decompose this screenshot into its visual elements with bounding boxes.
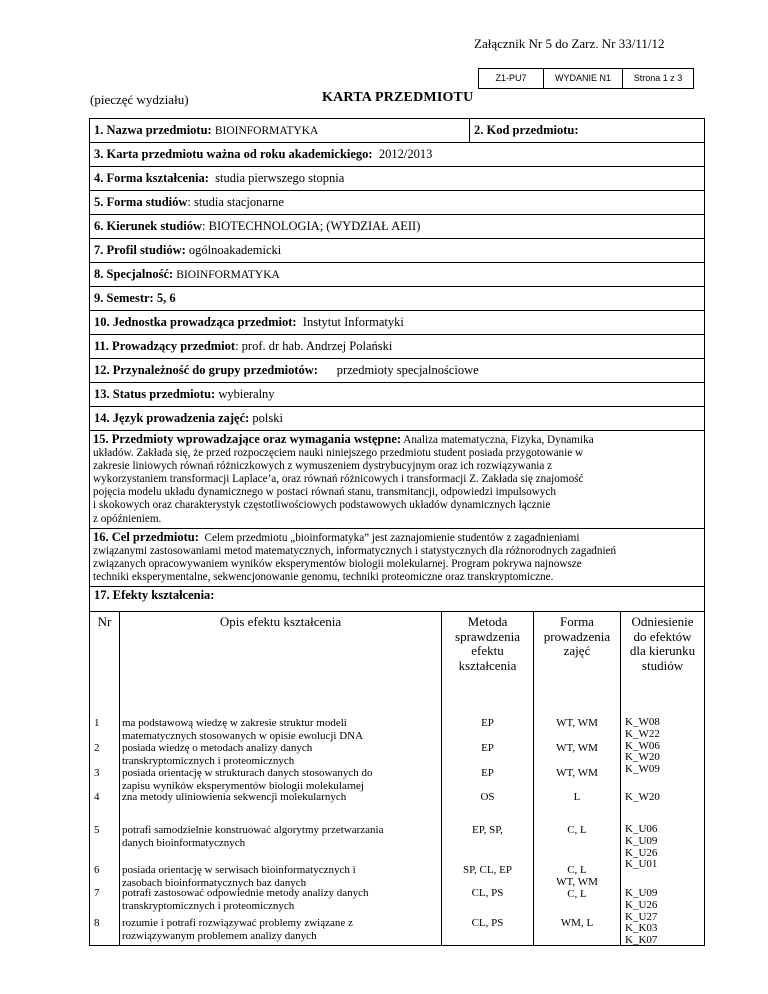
row-specialization (90, 263, 704, 287)
outcome-method: EP (481, 717, 494, 730)
specialization-label: 8. Specjalność: (94, 267, 174, 281)
prerequisites-line-5: i skokowych oraz charakterystyk częstotliwościowych podstawowych układów dynamicznych łącznie (93, 499, 551, 512)
col-header-reference: Odniesienie do efektów dla kierunku studiów (629, 614, 696, 673)
form-code: Z1-PU7 (479, 69, 544, 88)
annex-reference: Załącznik Nr 5 do Zarz. Nr 33/11/12 (474, 36, 665, 51)
outcome-references: K_U09 K_U26 K_U27 K_K03 K_K07 (625, 887, 658, 947)
outcome-nr: 1 (94, 717, 100, 730)
outcome-form: L (573, 791, 581, 804)
prerequisites-line-3: wykorzystaniem transformacji Laplace’a, oraz równań różnicowych i transformacji Z. Zakłada się znajomość (93, 473, 584, 486)
prerequisites-line-0: Analiza matematyczna, Fizyka, Dynamika (403, 434, 594, 446)
study-form-value: : studia stacjonarne (187, 195, 284, 209)
outcome-description: rozumie i potrafi rozwiązywać problemy związane z rozwiązywanym problemem analizy danych (122, 917, 353, 942)
row-academic-year (90, 143, 704, 167)
col-header-nr: Nr (97, 614, 112, 630)
outcome-form: WT, WM (556, 876, 598, 889)
col-header-method: Metoda sprawdzenia efektu kształcenia (455, 614, 520, 673)
outcome-description: ma podstawową wiedzę w zakresie struktur modeli matematycznych stosowanych w opisie ewolucji DNA (122, 717, 364, 742)
outcome-references: K_W08 K_W22 K_W06 K_W20 K_W09 (625, 716, 660, 776)
prerequisites-line-6: z opóźnieniem. (93, 512, 162, 525)
outcome-description: posiada orientację w strukturach danych stosowanych do zapisu wyników eksperymentów biologii molekularnej (122, 767, 373, 792)
academic-year-value: 2012/2013 (378, 147, 433, 161)
course-goal-line-3: techniki eksperymentalne, sekwencjonowanie genomu, techniki proteomiczne oraz transkryptomiczne. (93, 570, 554, 583)
outcome-form: WT, WM (556, 717, 598, 730)
outcome-form: C, L (567, 888, 587, 901)
row-course-status (90, 383, 704, 407)
outcome-method: EP (481, 742, 494, 755)
outcome-form: C, L (567, 864, 587, 877)
outcome-method: OS (480, 791, 495, 804)
course-status-label: 13. Status przedmiotu: (94, 387, 216, 401)
course-group-label: 12. Przynależność do grupy przedmiotów: (94, 363, 318, 377)
outcome-form: WT, WM (556, 742, 598, 755)
outcome-form: WT, WM (556, 767, 598, 780)
outcome-nr: 3 (94, 767, 100, 780)
outcome-nr: 7 (94, 887, 100, 900)
education-form-label: 4. Forma kształcenia: (94, 171, 209, 185)
row-study-profile (90, 239, 704, 263)
lecturer-value: : prof. dr hab. Andrzej Polański (235, 339, 393, 353)
outcome-description: potrafi samodzielnie konstruować algorytmy przetwarzania danych bioinformatycznych (122, 824, 384, 849)
outcome-nr: 5 (94, 824, 100, 837)
row-semester (90, 287, 704, 311)
course-name-label: 1. Nazwa przedmiotu: (94, 123, 215, 137)
row-course-group (90, 359, 704, 383)
faculty-seal-label: (pieczęć wydziału) (90, 92, 189, 107)
outcome-form: WM, L (560, 917, 594, 930)
row-education-form (90, 167, 704, 191)
prerequisites-line-4: pojęcia modelu układu dynamicznego w postaci równań stanu, transmitancji, odpowiedzi impulsowych (93, 486, 556, 499)
row-language (90, 407, 704, 431)
outcome-references: K_W20 (625, 791, 660, 804)
row-study-form (90, 191, 704, 215)
outcome-method: SP, CL, EP (463, 864, 512, 877)
academic-year-label: 3. Karta przedmiotu ważna od roku akademickiego: (94, 147, 373, 161)
language-value: polski (252, 411, 283, 425)
document-codes (478, 68, 694, 89)
course-code-label: 2. Kod przedmiotu: (474, 123, 579, 137)
outcome-references: K_U06 K_U09 K_U26 K_U01 (625, 823, 658, 871)
language-label: 14. Język prowadzenia zajęć: (94, 411, 250, 425)
row-field-of-study (90, 215, 704, 239)
prerequisites-line-1: układów. Zakłada się, że przed rozpoczęciem nauki niniejszego przedmiotu student posiada przygotowanie w (93, 447, 584, 460)
prerequisites-label: 15. Przedmioty wprowadzające oraz wymagania wstępne: (93, 432, 402, 446)
outcome-method: CL, PS (471, 917, 504, 930)
outcome-description: zna metody uliniowienia sekwencji molekularnych (122, 791, 347, 804)
specialization-value: BIOINFORMATYKA (176, 269, 280, 281)
course-group-value: przedmioty specjalnościowe (336, 363, 479, 377)
field-of-study-label: 6. Kierunek studiów (94, 219, 203, 233)
course-goal-line-2: związanych opracowywaniem wyników eksperymentów biologii molekularnej. Program pokrywa najnowsze (93, 557, 582, 570)
outcome-method: EP, SP, (472, 824, 503, 837)
learning-outcomes-label: 17. Efekty kształcenia: (94, 588, 215, 603)
course-card-table (89, 118, 705, 946)
row-lecturer (90, 335, 704, 359)
page-number: Strona 1 z 3 (633, 73, 683, 83)
col-header-description: Opis efektu kształcenia (219, 614, 342, 630)
document-title: KARTA PRZEDMIOTU (322, 90, 474, 105)
outcomes-header-divider (90, 611, 704, 612)
course-name-value: BIOINFORMATYKA (214, 125, 319, 137)
study-profile-label: 7. Profil studiów: (94, 243, 186, 257)
outcome-description: potrafi zastosować odpowiednie metody analizy danych transkryptomicznych i proteomicznych (122, 887, 369, 912)
outcome-nr: 6 (94, 864, 100, 877)
row-unit (90, 311, 704, 335)
outcome-nr: 2 (94, 742, 100, 755)
education-form-value: studia pierwszego stopnia (215, 171, 345, 185)
field-of-study-value: : BIOTECHNOLOGIA; (WYDZIAŁ AEII) (202, 219, 421, 233)
course-goal-label: 16. Cel przedmiotu: (93, 529, 199, 544)
unit-label: 10. Jednostka prowadząca przedmiot: (94, 315, 297, 329)
lecturer-label: 11. Prowadzący przedmiot (94, 339, 236, 353)
col-header-form: Forma prowadzenia zajęć (543, 614, 611, 659)
outcome-nr: 8 (94, 917, 100, 930)
course-goal-line-1: związanymi zastosowaniami metod matematycznych, informatycznych i statystycznych dla różnorodnych zagadnień (93, 544, 617, 557)
learning-outcomes-table (90, 587, 704, 945)
study-profile-value: ogólnoakademicki (188, 243, 282, 257)
col-divider-nr (119, 611, 120, 945)
course-goal-line-0: Celem przedmiotu „bioinformatyka” jest zaznajomienie studentów z zagadnieniami (204, 531, 580, 544)
course-status-value: wybieralny (218, 387, 275, 401)
row-prerequisites (90, 431, 704, 529)
prerequisites-line-2: zakresie liniowych równań różniczkowych z wymuszeniem dystrybucyjnym oraz ich rozwiązywania z (93, 460, 553, 473)
outcome-nr: 4 (94, 791, 100, 804)
edition-code: WYDANIE N1 (544, 69, 623, 88)
row-course-goal (90, 529, 704, 587)
outcome-description: posiada orientację w serwisach bioinformatycznych i zasobach bioinformatycznych baz danych (122, 864, 356, 889)
unit-value: Instytut Informatyki (302, 315, 404, 329)
outcome-form: C, L (567, 824, 587, 837)
study-form-label: 5. Forma studiów (94, 195, 188, 209)
semester-label: 9. Semestr: 5, 6 (94, 291, 176, 305)
outcome-description: posiada wiedzę o metodach analizy danych transkryptomicznych i proteomicznych (122, 742, 313, 767)
outcome-method: EP (481, 767, 494, 780)
row-course-name (90, 119, 704, 143)
outcome-method: CL, PS (471, 887, 504, 900)
